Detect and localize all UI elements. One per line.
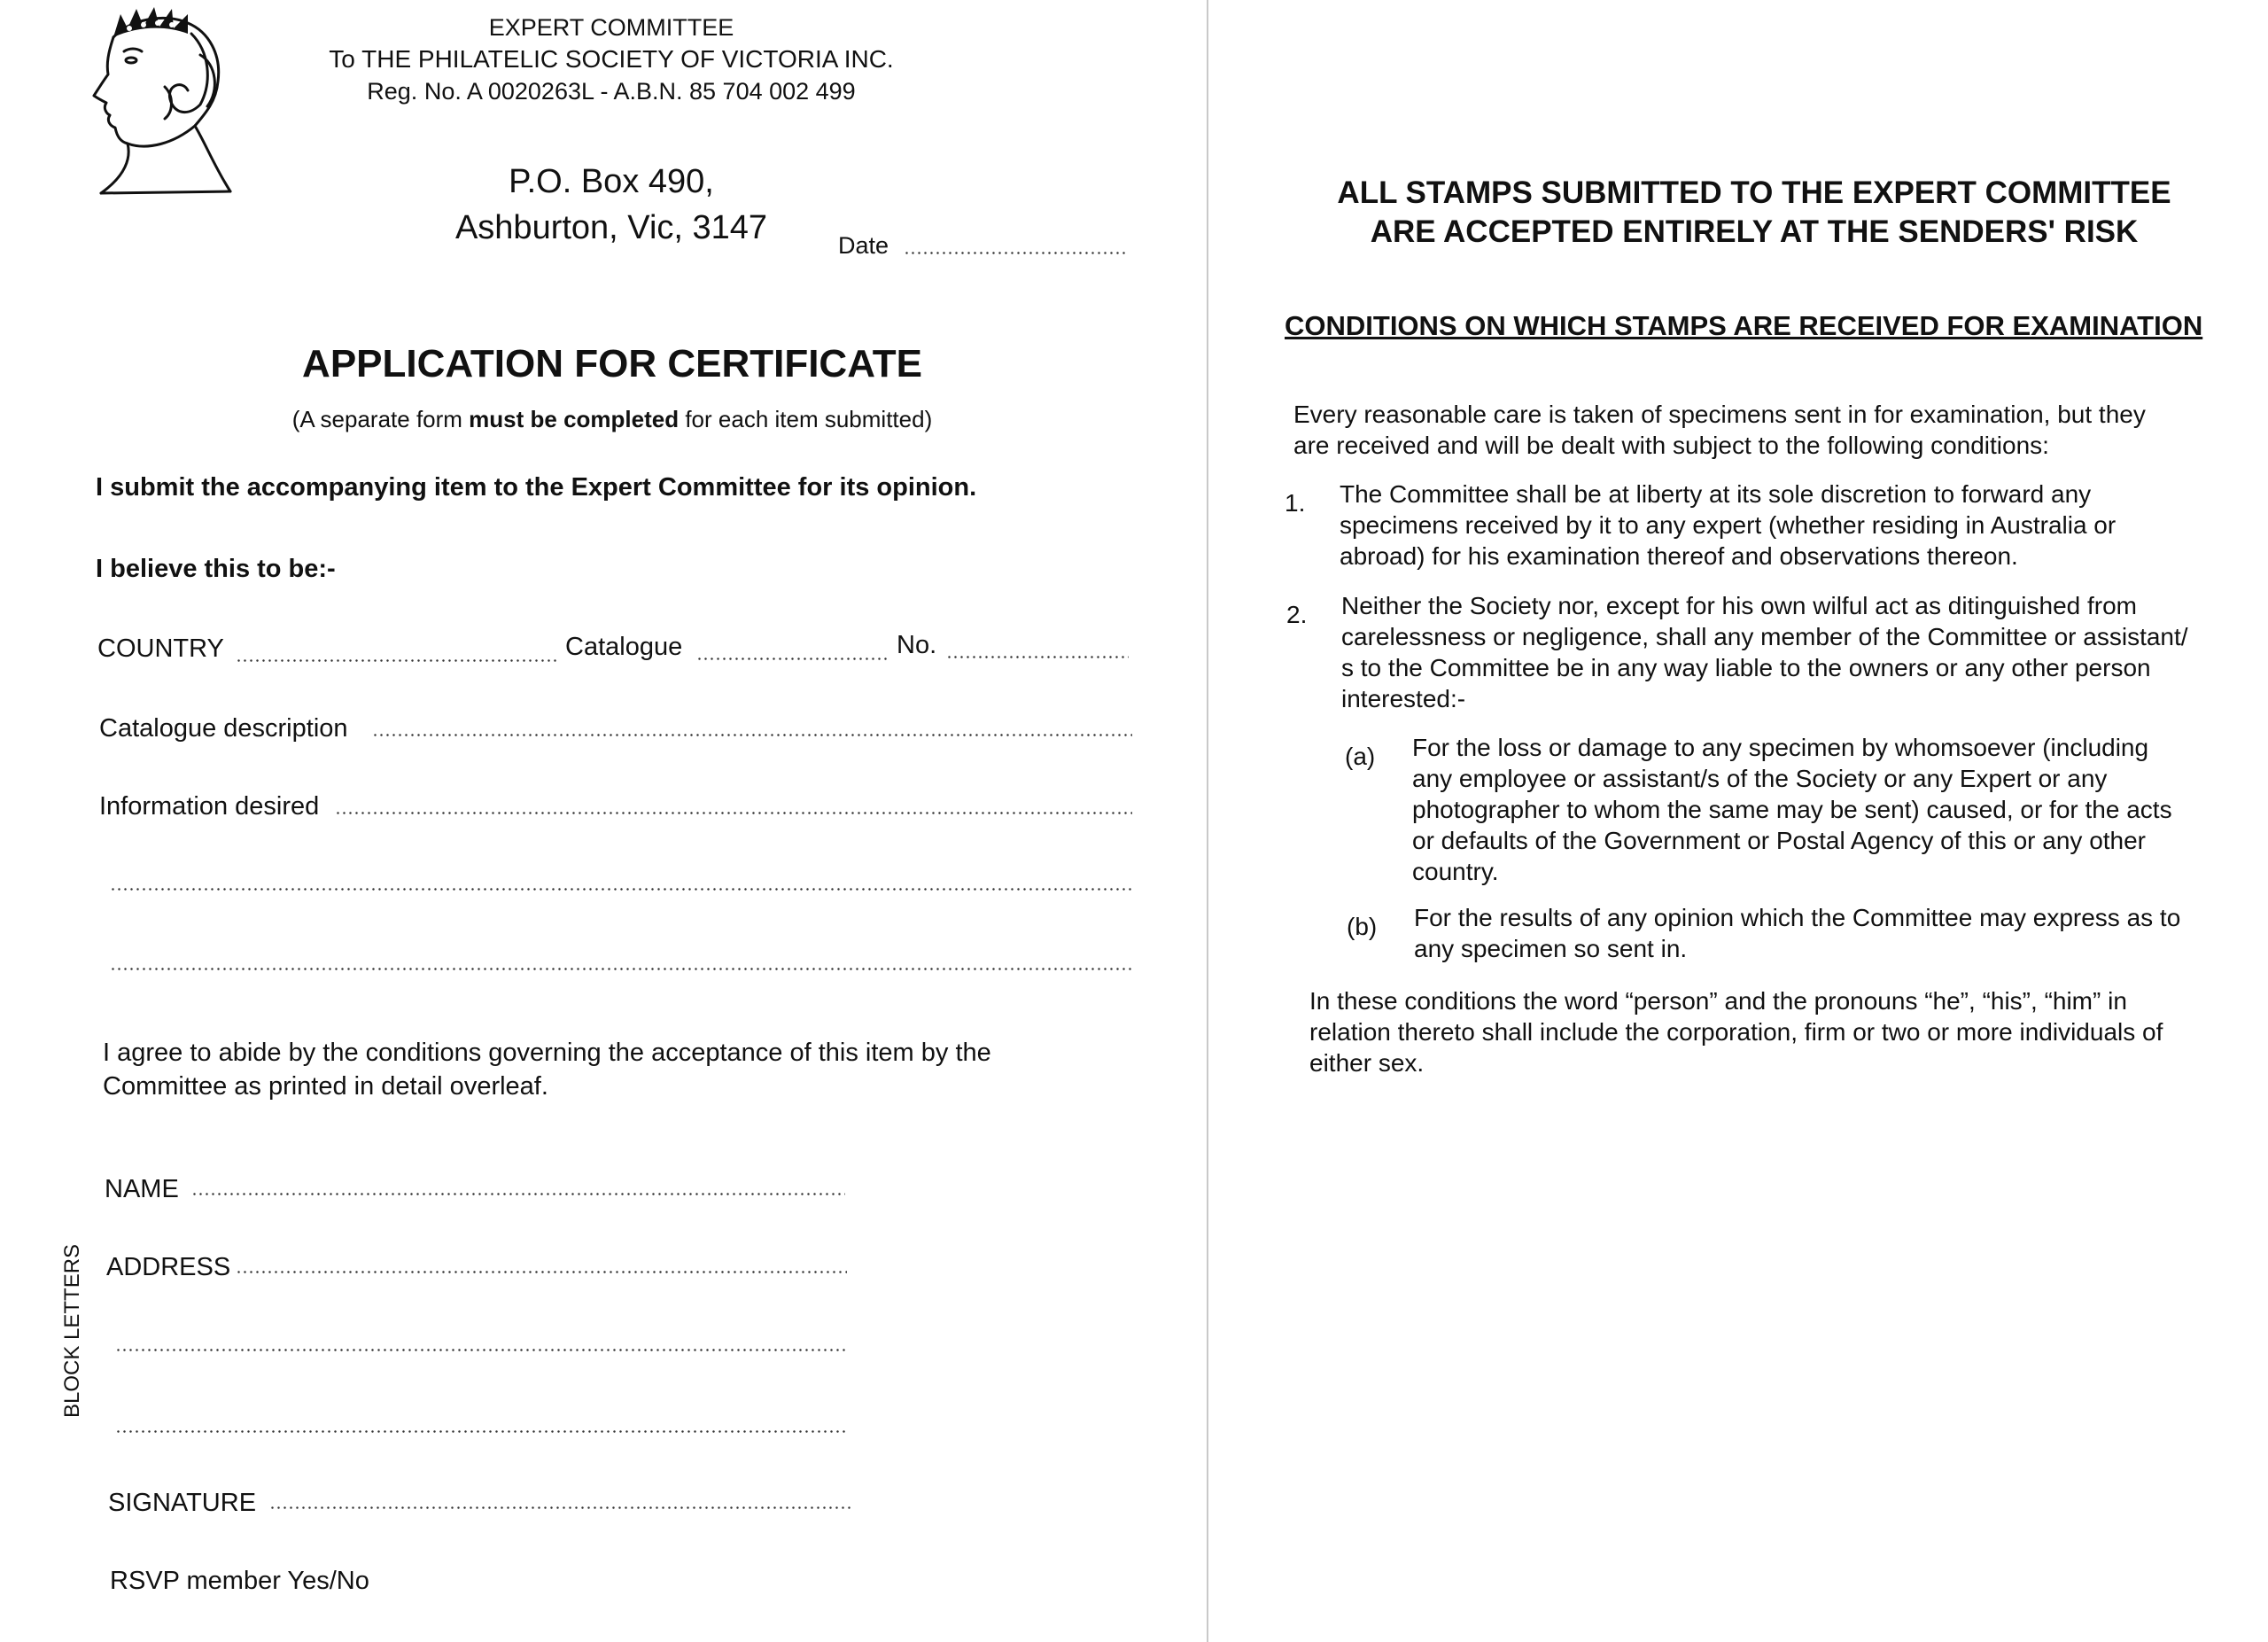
information-desired-line-3[interactable] <box>110 968 1134 970</box>
condition-2a-text: For the loss or damage to any specimen by whomsoever (including any employee or assistant/s of the Society or any Expert or any photographer to whom the same may be sent) caused, or for the acts or defaults of the Government or Postal Agency of this or any other country. <box>1412 734 2172 885</box>
conditions-intro: Every reasonable care is taken of specimens sent in for examination, but they are received and will be dealt with subject to the following conditions: <box>1293 401 2146 459</box>
address-line-3[interactable] <box>115 1430 847 1433</box>
submit-statement: I submit the accompanying item to the Expert Committee for its opinion. <box>96 473 977 502</box>
condition-2-text: Neither the Society nor, except for his own wilful act as ditinguished from carelessness or negligence, shall any member of the Committee or assistant/ s to the Committee be in any way liable to the owners or any other person interested:- <box>1341 592 2188 712</box>
information-desired-line-2[interactable] <box>110 888 1134 891</box>
po-box: P.O. Box 490, <box>509 163 714 200</box>
country-label: COUNTRY <box>97 634 224 663</box>
agreement-line-1: I agree to abide by the conditions governing the acceptance of this item by the <box>103 1039 991 1067</box>
date-field[interactable] <box>904 252 1125 254</box>
date-label: Date <box>838 232 889 259</box>
information-desired-label: Information desired <box>99 792 320 821</box>
conditions-closing: In these conditions the word “person” and the pronouns “he”, “his”, “him” in relation thereto shall include the corporation, firm or two or more individuals of either sex. <box>1309 987 2163 1077</box>
conditions-subheading: CONDITIONS ON WHICH STAMPS ARE RECEIVED FOR EXAMINATION <box>1285 310 2203 341</box>
catalogue-description-label: Catalogue description <box>99 714 348 743</box>
address-line-2[interactable] <box>115 1349 847 1351</box>
block-letters-note: BLOCK LETTERS <box>60 1243 84 1418</box>
address-field[interactable] <box>236 1271 847 1273</box>
catalogue-label: Catalogue <box>565 633 683 661</box>
society-name: To THE PHILATELIC SOCIETY OF VICTORIA INC. <box>329 45 894 73</box>
condition-2b-text: For the results of any opinion which the Committee may express as to any specimen so sent in. <box>1414 904 2181 962</box>
condition-1-text: The Committee shall be at liberty at its sole discretion to forward any specimens received by it to any expert (whether residing in Australia or abroad) for his examination thereof and observations thereon. <box>1340 480 2117 570</box>
catalogue-description-field[interactable] <box>372 734 1132 736</box>
registration-number: Reg. No. A 0020263L - A.B.N. 85 704 002 499 <box>367 78 856 105</box>
number-label: No. <box>897 631 937 659</box>
rsvp-member: RSVP member Yes/No <box>110 1567 369 1595</box>
city-address: Ashburton, Vic, 3147 <box>454 209 768 246</box>
agreement-line-2: Committee as printed in detail overleaf. <box>103 1072 548 1101</box>
queen-victoria-emblem <box>32 2 237 198</box>
condition-1-number: 1. <box>1285 489 1306 517</box>
catalogue-field[interactable] <box>696 658 889 660</box>
form-title: APPLICATION FOR CERTIFICATE <box>302 342 922 385</box>
name-field[interactable] <box>191 1193 845 1195</box>
condition-2b-label: (b) <box>1347 913 1378 940</box>
signature-field[interactable] <box>269 1506 850 1509</box>
risk-heading: ALL STAMPS SUBMITTED TO THE EXPERT COMMITTEE ARE ACCEPTED ENTIRELY AT THE SENDERS' RISK <box>1337 175 2171 249</box>
page-divider <box>1207 0 1208 1642</box>
country-field[interactable] <box>236 659 560 662</box>
information-desired-field[interactable] <box>335 812 1132 814</box>
form-subtitle: (A separate form must be completed for each item submitted) <box>291 406 933 432</box>
number-field[interactable] <box>946 656 1129 658</box>
condition-2a-label: (a) <box>1345 743 1376 770</box>
committee-heading: EXPERT COMMITTEE <box>488 14 734 41</box>
address-label: ADDRESS <box>106 1253 231 1281</box>
believe-label: I believe this to be:- <box>96 555 336 583</box>
name-label: NAME <box>105 1175 179 1203</box>
signature-label: SIGNATURE <box>108 1489 257 1517</box>
condition-2-number: 2. <box>1286 601 1308 628</box>
